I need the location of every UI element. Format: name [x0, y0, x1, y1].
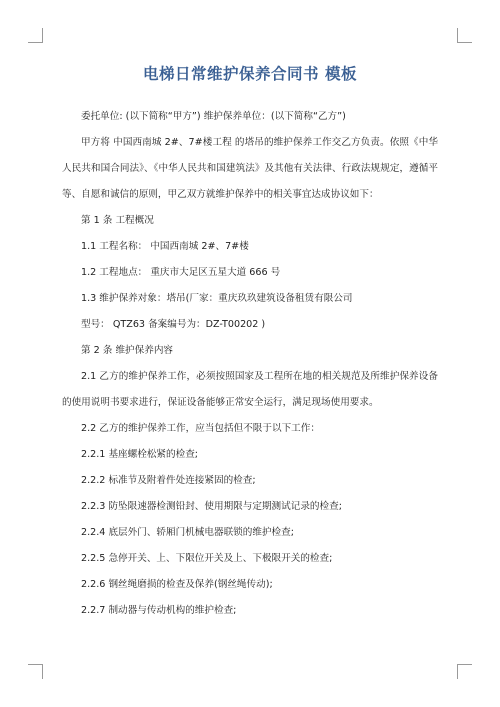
crop-mark-bottom-left [28, 664, 43, 679]
clause-2-2-5: 2.2.5 急停开关、上、下限位开关及上、下极限开关的检查; [81, 553, 333, 564]
section-heading-1: 第 1 条 工程概况 [81, 215, 154, 226]
crop-mark-bottom-right [457, 664, 472, 679]
document-body [62, 104, 438, 624]
clause-2-2-6: 2.2.6 钢丝绳磨损的检查及保养(钢丝绳传动); [81, 579, 273, 590]
crop-mark-top-right [457, 28, 472, 43]
clause-2-2: 2.2 乙方的维护保养工作，应当包括但不限于以下工作： [81, 423, 320, 434]
document-title: 电梯日常维护保养合同书 模板 [143, 65, 357, 83]
clause-2-2-1: 2.2.1 基座螺栓松紧的检查; [81, 449, 199, 460]
clause-1-3: 1.3 维护保养对象：塔吊(厂家：重庆玖玖建筑设备租赁有限公司 [81, 293, 353, 304]
clause-2-2-4: 2.2.4 底层外门、轿厢门机械电器联锁的维护检查; [81, 527, 294, 538]
crop-mark-top-left [28, 28, 43, 43]
clause-2-2-3: 2.2.3 防坠限速器检测铅封、使用期限与定期测试记录的检查; [81, 501, 342, 512]
clause-2-2-2: 2.2.2 标准节及附着件处连接紧固的检查; [81, 475, 256, 486]
clause-1-2: 1.2 工程地点： 重庆市大足区五星大道 666 号 [81, 267, 281, 278]
clause-1-3-model: 型号： QTZ63 备案编号为：DZ-T00202 ) [81, 319, 266, 330]
clause-1-1: 1.1 工程名称： 中国西南城 2#、7#楼 [81, 241, 249, 252]
clause-2-2-7: 2.2.7 制动器与传动机构的维护检查; [81, 605, 237, 616]
paragraph-intro: 甲方将 中国西南城 2#、7#楼工程 的塔吊的维护保养工作交乙方负责。依照《中华人民共和国合同法》、《中华人民共和国建筑法》及其他有关法律、行政法规规定，遵循平等、自愿和诚信的原则，甲乙双方就维护保养中的相关事宜达成协议如下： [62, 137, 438, 200]
clause-2-1: 2.1 乙方的维护保养工作，必须按照国家及工程所在地的相关规范及所维护保养设备的使用说明书要求进行，保证设备能够正常安全运行，满足现场使用要求。 [62, 371, 438, 408]
section-heading-2: 第 2 条 维护保养内容 [81, 345, 174, 356]
paragraph-parties: 委托单位: (以下简称“甲方”) 维护保养单位：(以下简称“乙方”) [81, 111, 346, 122]
